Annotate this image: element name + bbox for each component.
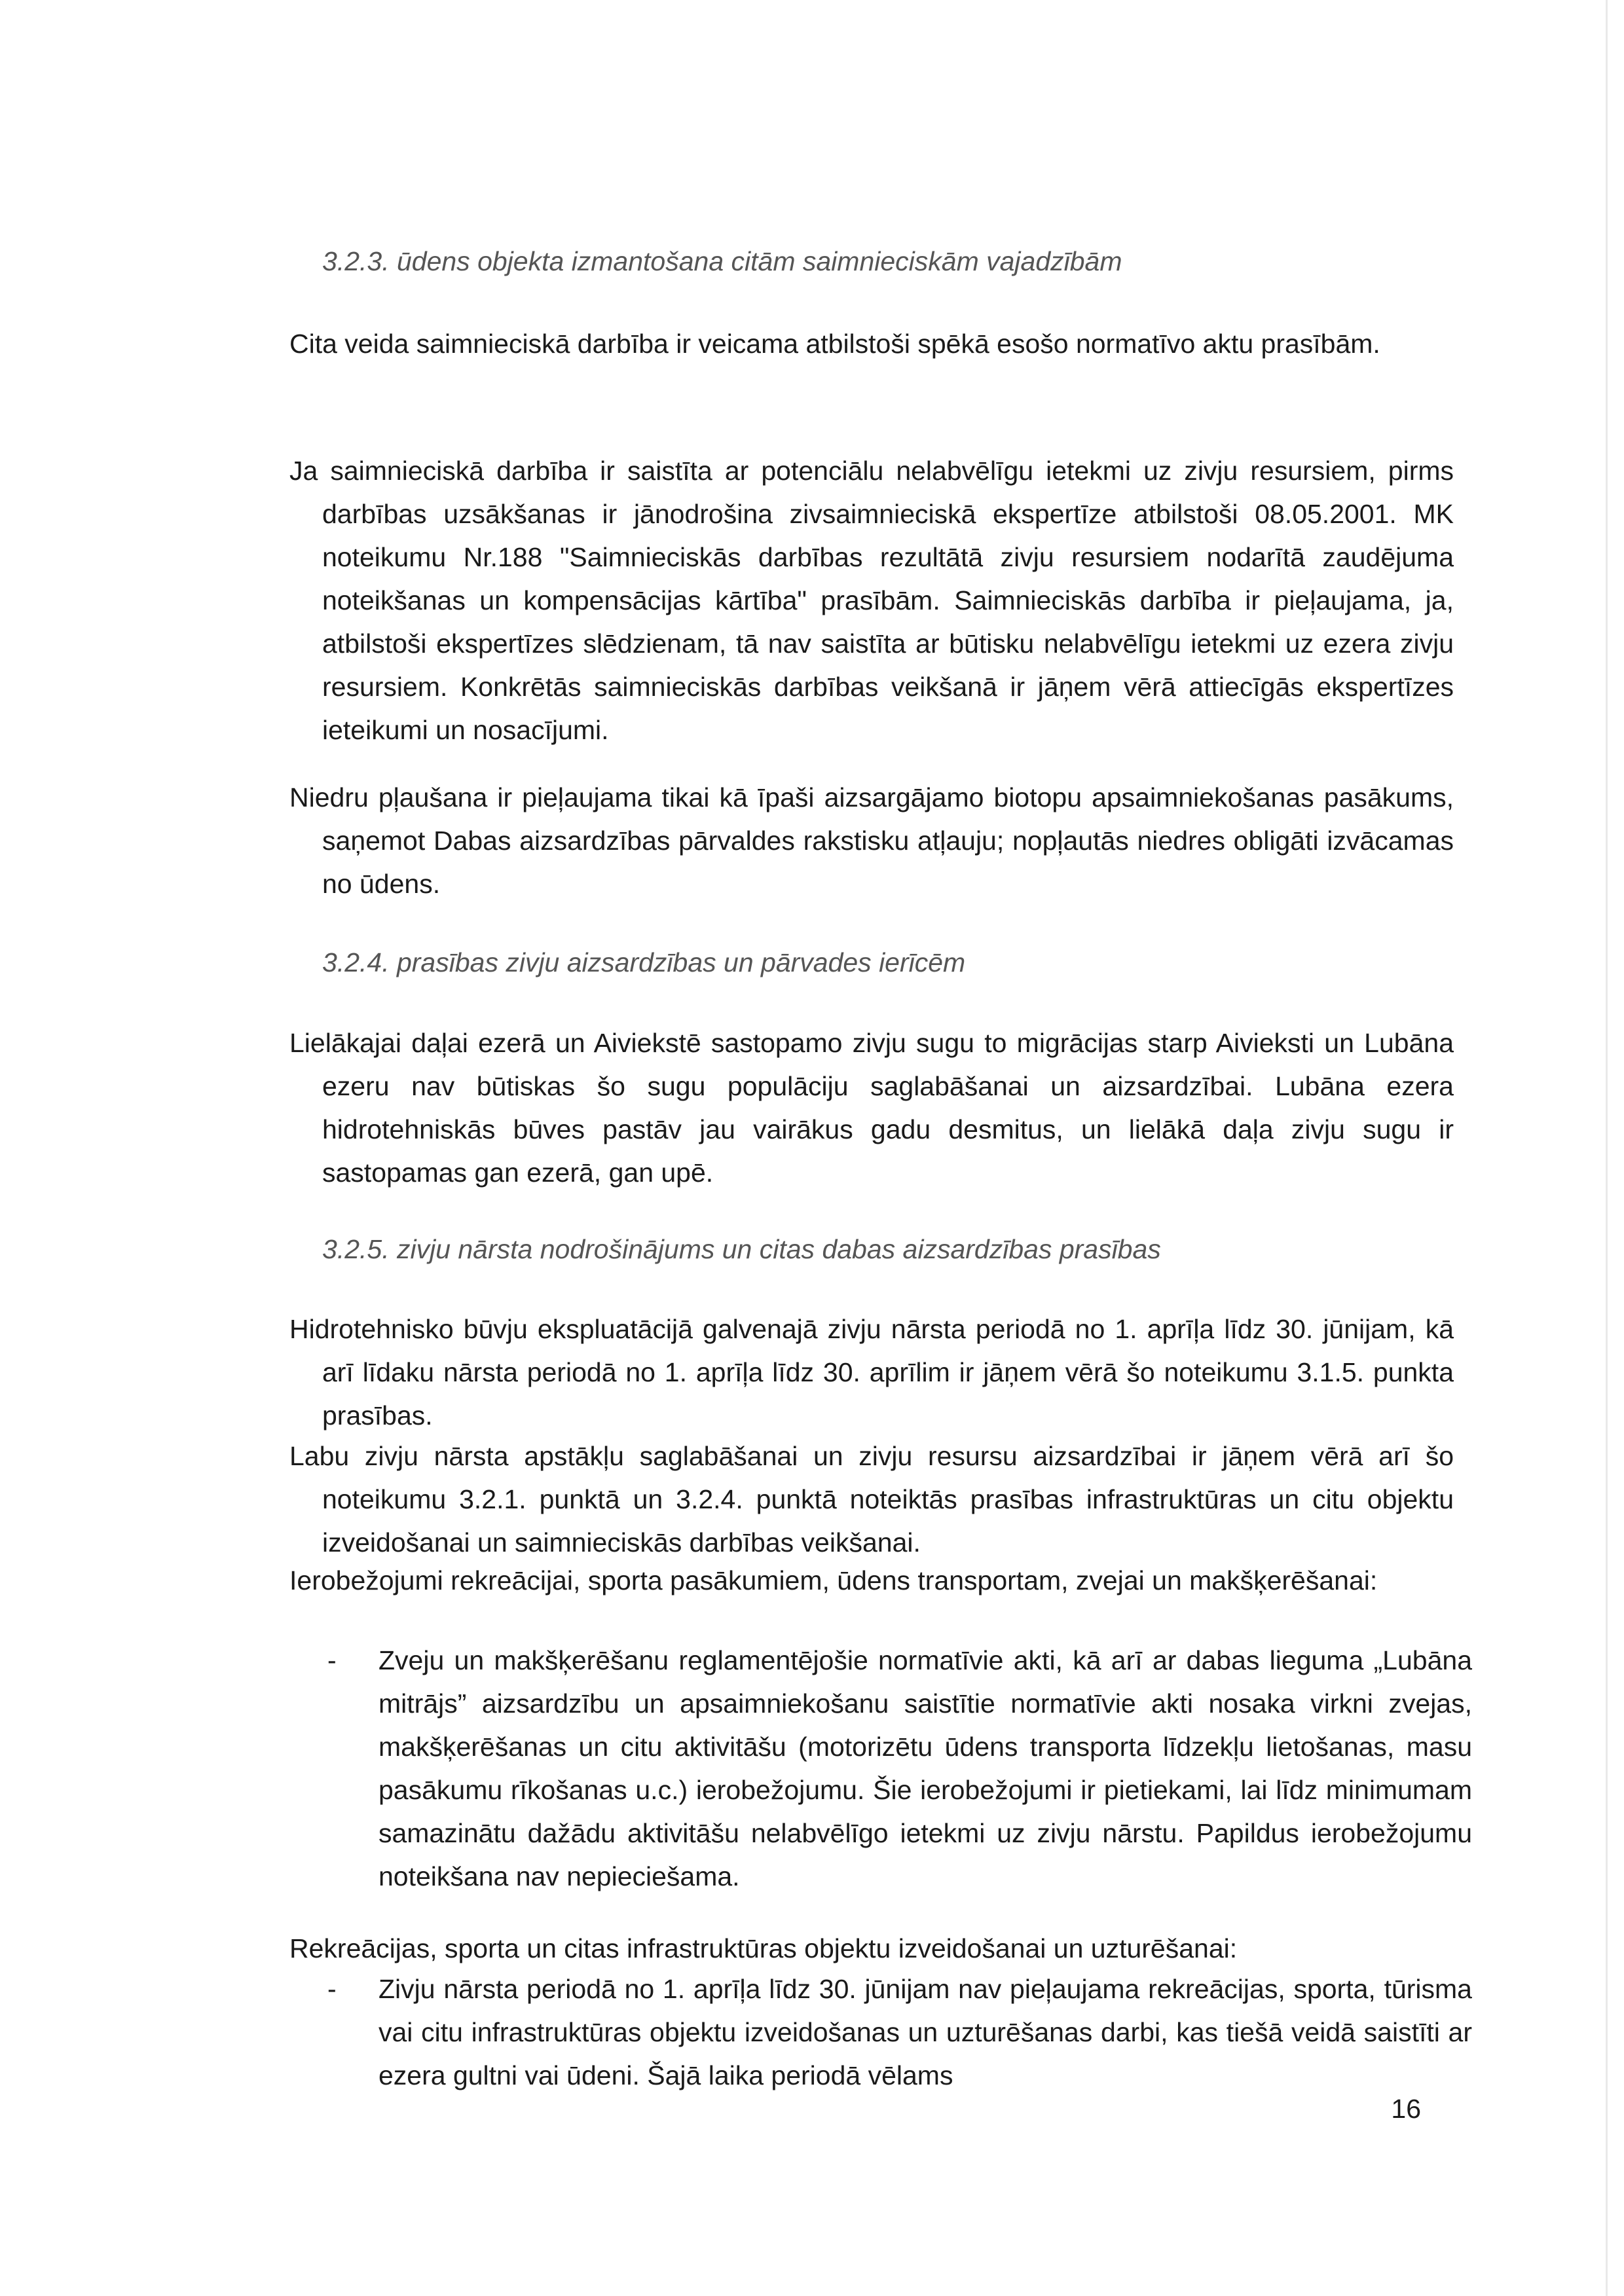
paragraph-ja-saimnieciska: Ja saimnieciskā darbība ir saistīta ar potenciālu nelabvēlīgu ietekmi uz zivju resursiem, pirms darbības uzsākšanas ir jānodrošina zivsaimnieciskā ekspertīze atbilstoši 08.05.2001. MK noteikumu Nr.188 "Saimnieciskās darbības rezultātā zivju resursiem nodarītā zaudējuma noteikšanas un kompensācijas kārtība" prasībām. Saimnieciskās darbība ir pieļaujama, ja, atbilstoši ekspertīzes slēdzienam, tā nav saistīta ar būtisku nelabvēlīgu ietekmi uz ezera zivju resursiem. Konkrētās saimnieciskās darbības veikšanā ir jāņem vērā attiecīgās ekspertīzes ieteikumi un nosacījumi.	[289, 456, 1454, 745]
bullet-text-zveju: Zveju un makšķerēšanu reglamentējošie normatīvie akti, kā arī ar dabas lieguma „Lubāna mitrājs” aizsardzību un apsaimniekošanu saistītie normatīvie akti nosaka virkni zvejas, makšķerēšanas un citu aktivitāšu (motorizētu ūdens transporta līdzekļu lietošanas, masu pasākumu rīkošanas u.c.) ierobežojumu. Šie ierobežojumi ir pietiekami, lai līdz minimumam samazinātu dažādu aktivitāšu nelabvēlīgo ietekmi uz zivju nārstu. Papildus ierobežojumu noteikšana nav nepieciešama.	[378, 1645, 1472, 1891]
bullet-text-zivju-narsta: Zivju nārsta periodā no 1. aprīļa līdz 30. jūnijam nav pieļaujama rekreācijas, sporta, tūrisma vai citu infrastruktūras objektu izveidošanas un uzturēšanas darbi, kas tiešā veidā saistīti ar ezera gultni vai ūdeni. Šajā laika periodā vēlams	[378, 1974, 1472, 2090]
bullet-dash: -	[327, 1974, 337, 2004]
paragraph-niedru-plausana: Niedru pļaušana ir pieļaujama tikai kā īpaši aizsargājamo biotopu apsaimniekošanas pasākums, saņemot Dabas aizsardzības pārvaldes rakstisku atļauju; nopļautās niedres obligāti izvācamas no ūdens.	[289, 782, 1454, 899]
bullet-item-zivju-narsta	[327, 1967, 1472, 2097]
scan-edge-line	[1606, 0, 1608, 2296]
bullet-item-zveju	[327, 1639, 1472, 1898]
page-number: 16	[1391, 2094, 1421, 2124]
section-heading-3-2-5: 3.2.5. zivju nārsta nodrošinājums un citas dabas aizsardzības prasības	[322, 1234, 1161, 1264]
paragraph-ierobezojumi: Ierobežojumi rekreācijai, sporta pasākumiem, ūdens transportam, zvejai un makšķerēšanai:	[289, 1565, 1378, 1595]
paragraph-rekreacijas: Rekreācijas, sporta un citas infrastruktūras objektu izveidošanai un uzturēšanai:	[289, 1933, 1238, 1963]
paragraph-labu-narsta: Labu zivju nārsta apstākļu saglabāšanai un zivju resursu aizsardzībai ir jāņem vērā arī šo noteikumu 3.2.1. punktā un 3.2.4. punktā noteiktās prasības infrastruktūras un citu objektu izveidošanai un saimnieciskās darbības veikšanai.	[289, 1441, 1454, 1558]
paragraph-lielakajai: Lielākajai daļai ezerā un Aiviekstē sastopamo zivju sugu to migrācijas starp Aivieksti un Lubāna ezeru nav būtiskas šo sugu populāciju saglabāšanai un aizsardzībai. Lubāna ezera hidrotehniskās būves pastāv jau vairākus gadu desmitus, un lielākā daļa zivju sugu ir sastopamas gan ezerā, gan upē.	[289, 1028, 1454, 1188]
section-heading-3-2-4: 3.2.4. prasības zivju aizsardzības un pārvades ierīcēm	[322, 947, 966, 977]
bullet-dash: -	[327, 1645, 337, 1675]
section-heading-3-2-3: 3.2.3. ūdens objekta izmantošana citām saimnieciskām vajadzībām	[322, 246, 1122, 276]
paragraph-hidrotehnisko: Hidrotehnisko būvju ekspluatācijā galvenajā zivju nārsta periodā no 1. aprīļa līdz 30. jūnijam, kā arī līdaku nārsta periodā no 1. aprīļa līdz 30. aprīlim ir jāņem vērā šo noteikumu 3.1.5. punkta prasības.	[289, 1314, 1454, 1430]
paragraph-cita-veida: Cita veida saimnieciskā darbība ir veicama atbilstoši spēkā esošo normatīvo aktu prasībām.	[289, 329, 1380, 359]
